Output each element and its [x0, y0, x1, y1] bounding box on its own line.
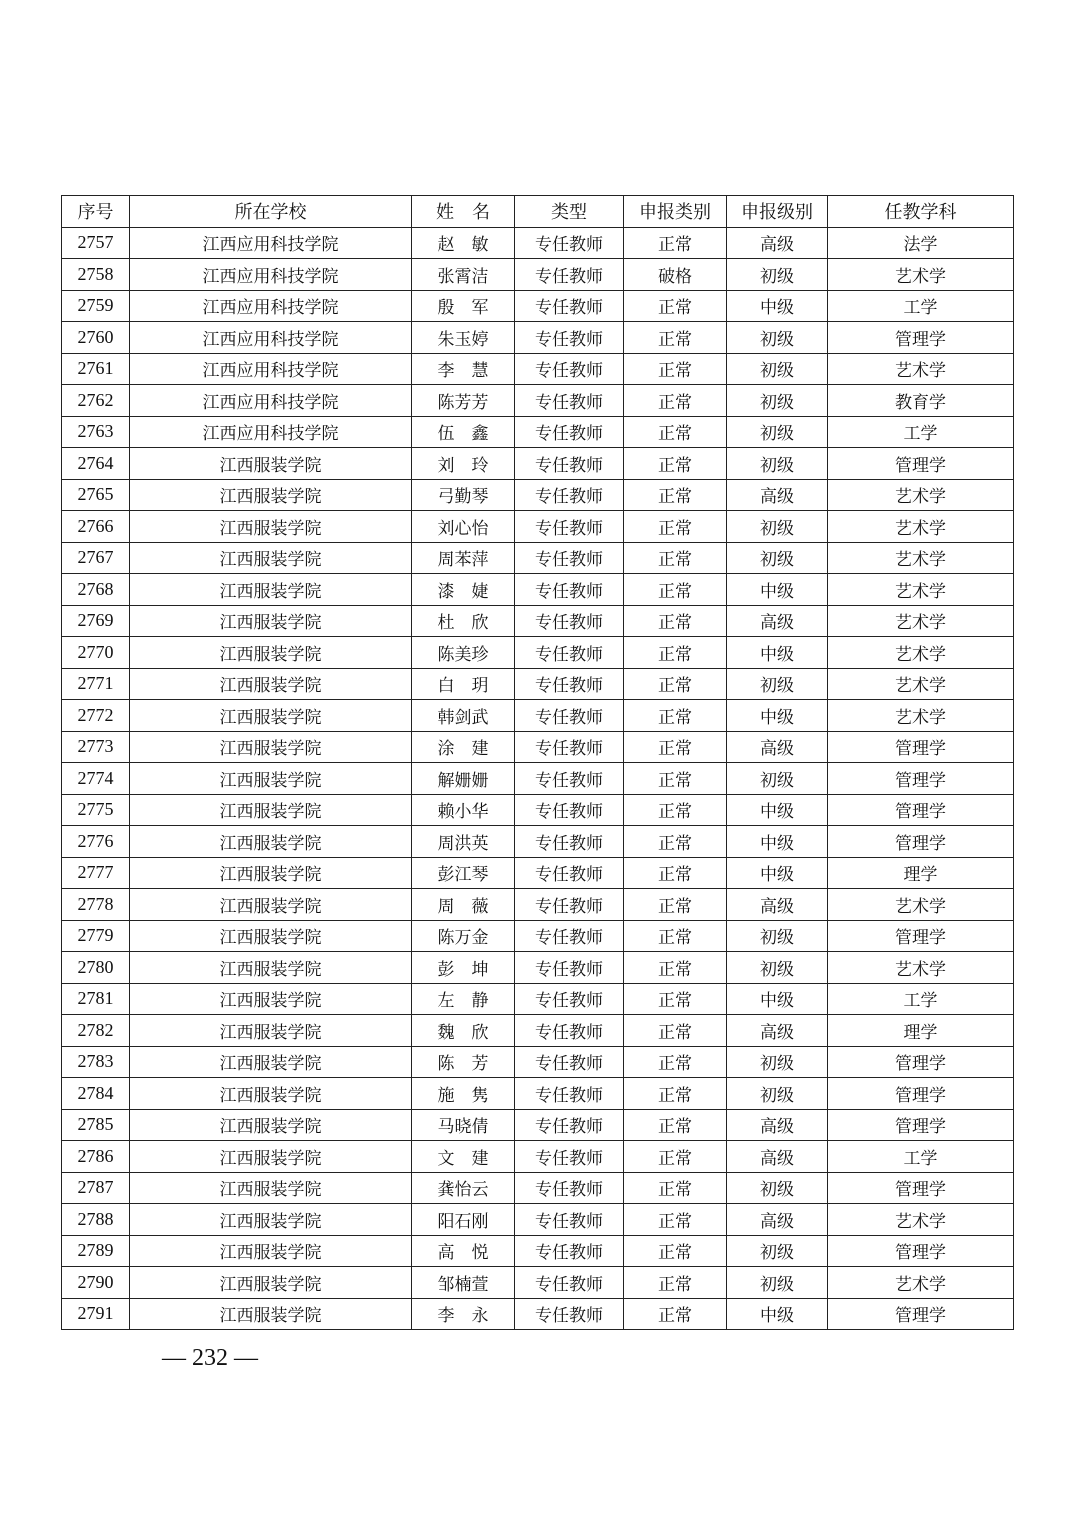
category-cell: 正常	[624, 1015, 727, 1047]
subject-cell: 艺术学	[828, 542, 1014, 574]
level-cell: 高级	[727, 1109, 828, 1141]
name-cell: 左 静	[412, 983, 515, 1015]
table-row	[62, 952, 1014, 984]
serial-cell: 2783	[62, 1046, 130, 1078]
level-cell: 初级	[727, 448, 828, 480]
name-cell: 文 建	[412, 1141, 515, 1173]
table-row	[62, 637, 1014, 669]
category-cell: 正常	[624, 731, 727, 763]
school-cell: 江西服装学院	[130, 794, 412, 826]
category-cell: 正常	[624, 574, 727, 606]
serial-cell: 2765	[62, 479, 130, 511]
school-cell: 江西服装学院	[130, 1298, 412, 1330]
level-cell: 高级	[727, 731, 828, 763]
type-cell: 专任教师	[515, 794, 624, 826]
category-cell: 正常	[624, 1078, 727, 1110]
serial-cell: 2784	[62, 1078, 130, 1110]
level-cell: 高级	[727, 605, 828, 637]
type-cell: 专任教师	[515, 290, 624, 322]
table-row	[62, 259, 1014, 291]
school-cell: 江西服装学院	[130, 668, 412, 700]
type-cell: 专任教师	[515, 920, 624, 952]
name-cell: 陈芳芳	[412, 385, 515, 417]
level-cell: 初级	[727, 416, 828, 448]
name-cell: 周洪英	[412, 826, 515, 858]
type-cell: 专任教师	[515, 1172, 624, 1204]
subject-cell: 艺术学	[828, 479, 1014, 511]
level-cell: 初级	[727, 1046, 828, 1078]
subject-cell: 管理学	[828, 1172, 1014, 1204]
subject-cell: 艺术学	[828, 637, 1014, 669]
school-cell: 江西应用科技学院	[130, 227, 412, 259]
name-cell: 高 悦	[412, 1235, 515, 1267]
category-cell: 正常	[624, 1298, 727, 1330]
serial-cell: 2762	[62, 385, 130, 417]
school-cell: 江西服装学院	[130, 1172, 412, 1204]
table-row	[62, 448, 1014, 480]
table-row	[62, 1109, 1014, 1141]
subject-cell: 管理学	[828, 826, 1014, 858]
type-cell: 专任教师	[515, 542, 624, 574]
name-cell: 赖小华	[412, 794, 515, 826]
serial-cell: 2791	[62, 1298, 130, 1330]
type-cell: 专任教师	[515, 227, 624, 259]
table-row	[62, 857, 1014, 889]
subject-cell: 艺术学	[828, 668, 1014, 700]
header-type: 类型	[515, 196, 624, 228]
table-row	[62, 290, 1014, 322]
table-row	[62, 227, 1014, 259]
subject-cell: 艺术学	[828, 889, 1014, 921]
level-cell: 中级	[727, 700, 828, 732]
category-cell: 正常	[624, 479, 727, 511]
type-cell: 专任教师	[515, 731, 624, 763]
serial-cell: 2779	[62, 920, 130, 952]
category-cell: 破格	[624, 259, 727, 291]
category-cell: 正常	[624, 1172, 727, 1204]
type-cell: 专任教师	[515, 1109, 624, 1141]
level-cell: 初级	[727, 952, 828, 984]
subject-cell: 管理学	[828, 1078, 1014, 1110]
name-cell: 朱玉婷	[412, 322, 515, 354]
table-row	[62, 605, 1014, 637]
subject-cell: 艺术学	[828, 1204, 1014, 1236]
table-row	[62, 1204, 1014, 1236]
level-cell: 初级	[727, 1078, 828, 1110]
level-cell: 初级	[727, 542, 828, 574]
name-cell: 李 慧	[412, 353, 515, 385]
type-cell: 专任教师	[515, 1046, 624, 1078]
category-cell: 正常	[624, 1235, 727, 1267]
serial-cell: 2760	[62, 322, 130, 354]
type-cell: 专任教师	[515, 416, 624, 448]
table-row	[62, 700, 1014, 732]
subject-cell: 工学	[828, 1141, 1014, 1173]
level-cell: 中级	[727, 290, 828, 322]
type-cell: 专任教师	[515, 479, 624, 511]
name-cell: 陈 芳	[412, 1046, 515, 1078]
category-cell: 正常	[624, 1141, 727, 1173]
name-cell: 彭 坤	[412, 952, 515, 984]
type-cell: 专任教师	[515, 857, 624, 889]
serial-cell: 2790	[62, 1267, 130, 1299]
type-cell: 专任教师	[515, 668, 624, 700]
type-cell: 专任教师	[515, 1141, 624, 1173]
school-cell: 江西服装学院	[130, 952, 412, 984]
name-cell: 解姗姗	[412, 763, 515, 795]
table-row	[62, 574, 1014, 606]
subject-cell: 工学	[828, 416, 1014, 448]
serial-cell: 2776	[62, 826, 130, 858]
type-cell: 专任教师	[515, 1298, 624, 1330]
serial-cell: 2785	[62, 1109, 130, 1141]
table-row	[62, 731, 1014, 763]
subject-cell: 管理学	[828, 794, 1014, 826]
serial-cell: 2789	[62, 1235, 130, 1267]
category-cell: 正常	[624, 1046, 727, 1078]
category-cell: 正常	[624, 605, 727, 637]
table-row	[62, 479, 1014, 511]
category-cell: 正常	[624, 322, 727, 354]
school-cell: 江西服装学院	[130, 983, 412, 1015]
subject-cell: 艺术学	[828, 511, 1014, 543]
school-cell: 江西服装学院	[130, 920, 412, 952]
school-cell: 江西服装学院	[130, 1109, 412, 1141]
name-cell: 张霄洁	[412, 259, 515, 291]
serial-cell: 2780	[62, 952, 130, 984]
school-cell: 江西服装学院	[130, 826, 412, 858]
type-cell: 专任教师	[515, 1015, 624, 1047]
name-cell: 周 薇	[412, 889, 515, 921]
type-cell: 专任教师	[515, 889, 624, 921]
subject-cell: 艺术学	[828, 259, 1014, 291]
level-cell: 初级	[727, 259, 828, 291]
school-cell: 江西应用科技学院	[130, 385, 412, 417]
subject-cell: 管理学	[828, 1235, 1014, 1267]
type-cell: 专任教师	[515, 763, 624, 795]
name-cell: 涂 建	[412, 731, 515, 763]
table-row	[62, 889, 1014, 921]
subject-cell: 教育学	[828, 385, 1014, 417]
serial-cell: 2768	[62, 574, 130, 606]
category-cell: 正常	[624, 542, 727, 574]
school-cell: 江西服装学院	[130, 857, 412, 889]
header-application-level: 申报级别	[727, 196, 828, 228]
school-cell: 江西应用科技学院	[130, 322, 412, 354]
school-cell: 江西服装学院	[130, 1235, 412, 1267]
school-cell: 江西应用科技学院	[130, 290, 412, 322]
table-body	[62, 227, 1014, 1330]
subject-cell: 艺术学	[828, 1267, 1014, 1299]
level-cell: 高级	[727, 889, 828, 921]
serial-cell: 2757	[62, 227, 130, 259]
serial-cell: 2764	[62, 448, 130, 480]
name-cell: 陈万金	[412, 920, 515, 952]
level-cell: 中级	[727, 826, 828, 858]
serial-cell: 2769	[62, 605, 130, 637]
header-teaching-subject: 任教学科	[828, 196, 1014, 228]
school-cell: 江西服装学院	[130, 763, 412, 795]
table-row	[62, 1172, 1014, 1204]
header-school: 所在学校	[130, 196, 412, 228]
type-cell: 专任教师	[515, 353, 624, 385]
type-cell: 专任教师	[515, 1078, 624, 1110]
level-cell: 中级	[727, 574, 828, 606]
header-serial: 序号	[62, 196, 130, 228]
category-cell: 正常	[624, 952, 727, 984]
subject-cell: 法学	[828, 227, 1014, 259]
school-cell: 江西服装学院	[130, 479, 412, 511]
subject-cell: 工学	[828, 290, 1014, 322]
table-row	[62, 794, 1014, 826]
school-cell: 江西服装学院	[130, 542, 412, 574]
subject-cell: 管理学	[828, 1046, 1014, 1078]
type-cell: 专任教师	[515, 511, 624, 543]
table-row	[62, 416, 1014, 448]
level-cell: 高级	[727, 479, 828, 511]
level-cell: 高级	[727, 1141, 828, 1173]
table-row	[62, 983, 1014, 1015]
category-cell: 正常	[624, 1267, 727, 1299]
header-name: 姓 名	[412, 196, 515, 228]
subject-cell: 管理学	[828, 763, 1014, 795]
table-row	[62, 542, 1014, 574]
table-row	[62, 1267, 1014, 1299]
category-cell: 正常	[624, 794, 727, 826]
name-cell: 彭江琴	[412, 857, 515, 889]
school-cell: 江西服装学院	[130, 1015, 412, 1047]
name-cell: 弓勤琴	[412, 479, 515, 511]
table-row	[62, 385, 1014, 417]
name-cell: 周苯萍	[412, 542, 515, 574]
serial-cell: 2761	[62, 353, 130, 385]
serial-cell: 2778	[62, 889, 130, 921]
category-cell: 正常	[624, 511, 727, 543]
school-cell: 江西服装学院	[130, 1141, 412, 1173]
serial-cell: 2763	[62, 416, 130, 448]
type-cell: 专任教师	[515, 983, 624, 1015]
table-row	[62, 1235, 1014, 1267]
name-cell: 魏 欣	[412, 1015, 515, 1047]
school-cell: 江西服装学院	[130, 731, 412, 763]
subject-cell: 艺术学	[828, 605, 1014, 637]
category-cell: 正常	[624, 857, 727, 889]
type-cell: 专任教师	[515, 259, 624, 291]
table-row	[62, 920, 1014, 952]
serial-cell: 2770	[62, 637, 130, 669]
level-cell: 初级	[727, 763, 828, 795]
type-cell: 专任教师	[515, 826, 624, 858]
level-cell: 中级	[727, 794, 828, 826]
name-cell: 陈美珍	[412, 637, 515, 669]
header-application-category: 申报类别	[624, 196, 727, 228]
name-cell: 漆 婕	[412, 574, 515, 606]
type-cell: 专任教师	[515, 637, 624, 669]
level-cell: 高级	[727, 1015, 828, 1047]
school-cell: 江西服装学院	[130, 700, 412, 732]
level-cell: 初级	[727, 322, 828, 354]
school-cell: 江西服装学院	[130, 605, 412, 637]
name-cell: 阳石刚	[412, 1204, 515, 1236]
subject-cell: 管理学	[828, 322, 1014, 354]
type-cell: 专任教师	[515, 322, 624, 354]
category-cell: 正常	[624, 227, 727, 259]
level-cell: 高级	[727, 227, 828, 259]
level-cell: 中级	[727, 1298, 828, 1330]
serial-cell: 2758	[62, 259, 130, 291]
table-row	[62, 1015, 1014, 1047]
type-cell: 专任教师	[515, 952, 624, 984]
name-cell: 邹楠萱	[412, 1267, 515, 1299]
table-row	[62, 763, 1014, 795]
serial-cell: 2771	[62, 668, 130, 700]
subject-cell: 艺术学	[828, 952, 1014, 984]
level-cell: 高级	[727, 1204, 828, 1236]
serial-cell: 2772	[62, 700, 130, 732]
category-cell: 正常	[624, 448, 727, 480]
name-cell: 刘 玲	[412, 448, 515, 480]
name-cell: 白 玥	[412, 668, 515, 700]
subject-cell: 艺术学	[828, 353, 1014, 385]
type-cell: 专任教师	[515, 1235, 624, 1267]
subject-cell: 理学	[828, 857, 1014, 889]
category-cell: 正常	[624, 1109, 727, 1141]
name-cell: 韩剑武	[412, 700, 515, 732]
type-cell: 专任教师	[515, 385, 624, 417]
school-cell: 江西应用科技学院	[130, 353, 412, 385]
table-row	[62, 353, 1014, 385]
school-cell: 江西服装学院	[130, 889, 412, 921]
category-cell: 正常	[624, 700, 727, 732]
category-cell: 正常	[624, 983, 727, 1015]
type-cell: 专任教师	[515, 448, 624, 480]
subject-cell: 工学	[828, 983, 1014, 1015]
level-cell: 初级	[727, 1267, 828, 1299]
serial-cell: 2766	[62, 511, 130, 543]
category-cell: 正常	[624, 763, 727, 795]
serial-cell: 2774	[62, 763, 130, 795]
level-cell: 中级	[727, 857, 828, 889]
serial-cell: 2786	[62, 1141, 130, 1173]
table-header-row	[62, 196, 1014, 228]
school-cell: 江西服装学院	[130, 1204, 412, 1236]
table-row	[62, 511, 1014, 543]
school-cell: 江西服装学院	[130, 1078, 412, 1110]
level-cell: 初级	[727, 511, 828, 543]
type-cell: 专任教师	[515, 1204, 624, 1236]
table-row	[62, 1141, 1014, 1173]
table-row	[62, 668, 1014, 700]
level-cell: 初级	[727, 385, 828, 417]
level-cell: 中级	[727, 637, 828, 669]
school-cell: 江西应用科技学院	[130, 259, 412, 291]
name-cell: 刘心怡	[412, 511, 515, 543]
subject-cell: 管理学	[828, 1298, 1014, 1330]
name-cell: 李 永	[412, 1298, 515, 1330]
serial-cell: 2782	[62, 1015, 130, 1047]
serial-cell: 2788	[62, 1204, 130, 1236]
serial-cell: 2775	[62, 794, 130, 826]
level-cell: 初级	[727, 353, 828, 385]
level-cell: 初级	[727, 920, 828, 952]
name-cell: 赵 敏	[412, 227, 515, 259]
category-cell: 正常	[624, 920, 727, 952]
table-row	[62, 826, 1014, 858]
subject-cell: 管理学	[828, 920, 1014, 952]
category-cell: 正常	[624, 416, 727, 448]
table-row	[62, 322, 1014, 354]
category-cell: 正常	[624, 290, 727, 322]
type-cell: 专任教师	[515, 1267, 624, 1299]
subject-cell: 艺术学	[828, 700, 1014, 732]
table-row	[62, 1298, 1014, 1330]
serial-cell: 2767	[62, 542, 130, 574]
category-cell: 正常	[624, 668, 727, 700]
serial-cell: 2781	[62, 983, 130, 1015]
name-cell: 龚怡云	[412, 1172, 515, 1204]
serial-cell: 2759	[62, 290, 130, 322]
name-cell: 殷 军	[412, 290, 515, 322]
table-row	[62, 1046, 1014, 1078]
subject-cell: 理学	[828, 1015, 1014, 1047]
school-cell: 江西服装学院	[130, 1267, 412, 1299]
type-cell: 专任教师	[515, 700, 624, 732]
category-cell: 正常	[624, 353, 727, 385]
school-cell: 江西服装学院	[130, 574, 412, 606]
level-cell: 初级	[727, 1172, 828, 1204]
subject-cell: 管理学	[828, 731, 1014, 763]
school-cell: 江西服装学院	[130, 1046, 412, 1078]
name-cell: 施 隽	[412, 1078, 515, 1110]
subject-cell: 管理学	[828, 1109, 1014, 1141]
name-cell: 杜 欣	[412, 605, 515, 637]
name-cell: 伍 鑫	[412, 416, 515, 448]
category-cell: 正常	[624, 385, 727, 417]
category-cell: 正常	[624, 637, 727, 669]
level-cell: 中级	[727, 983, 828, 1015]
school-cell: 江西服装学院	[130, 511, 412, 543]
teacher-roster-table	[61, 195, 1014, 1330]
table-row	[62, 1078, 1014, 1110]
category-cell: 正常	[624, 1204, 727, 1236]
name-cell: 马晓倩	[412, 1109, 515, 1141]
subject-cell: 艺术学	[828, 574, 1014, 606]
serial-cell: 2773	[62, 731, 130, 763]
type-cell: 专任教师	[515, 574, 624, 606]
school-cell: 江西应用科技学院	[130, 416, 412, 448]
serial-cell: 2777	[62, 857, 130, 889]
category-cell: 正常	[624, 889, 727, 921]
subject-cell: 管理学	[828, 448, 1014, 480]
page-number: — 232 —	[162, 1345, 258, 1371]
level-cell: 初级	[727, 668, 828, 700]
category-cell: 正常	[624, 826, 727, 858]
school-cell: 江西服装学院	[130, 637, 412, 669]
school-cell: 江西服装学院	[130, 448, 412, 480]
type-cell: 专任教师	[515, 605, 624, 637]
level-cell: 初级	[727, 1235, 828, 1267]
serial-cell: 2787	[62, 1172, 130, 1204]
